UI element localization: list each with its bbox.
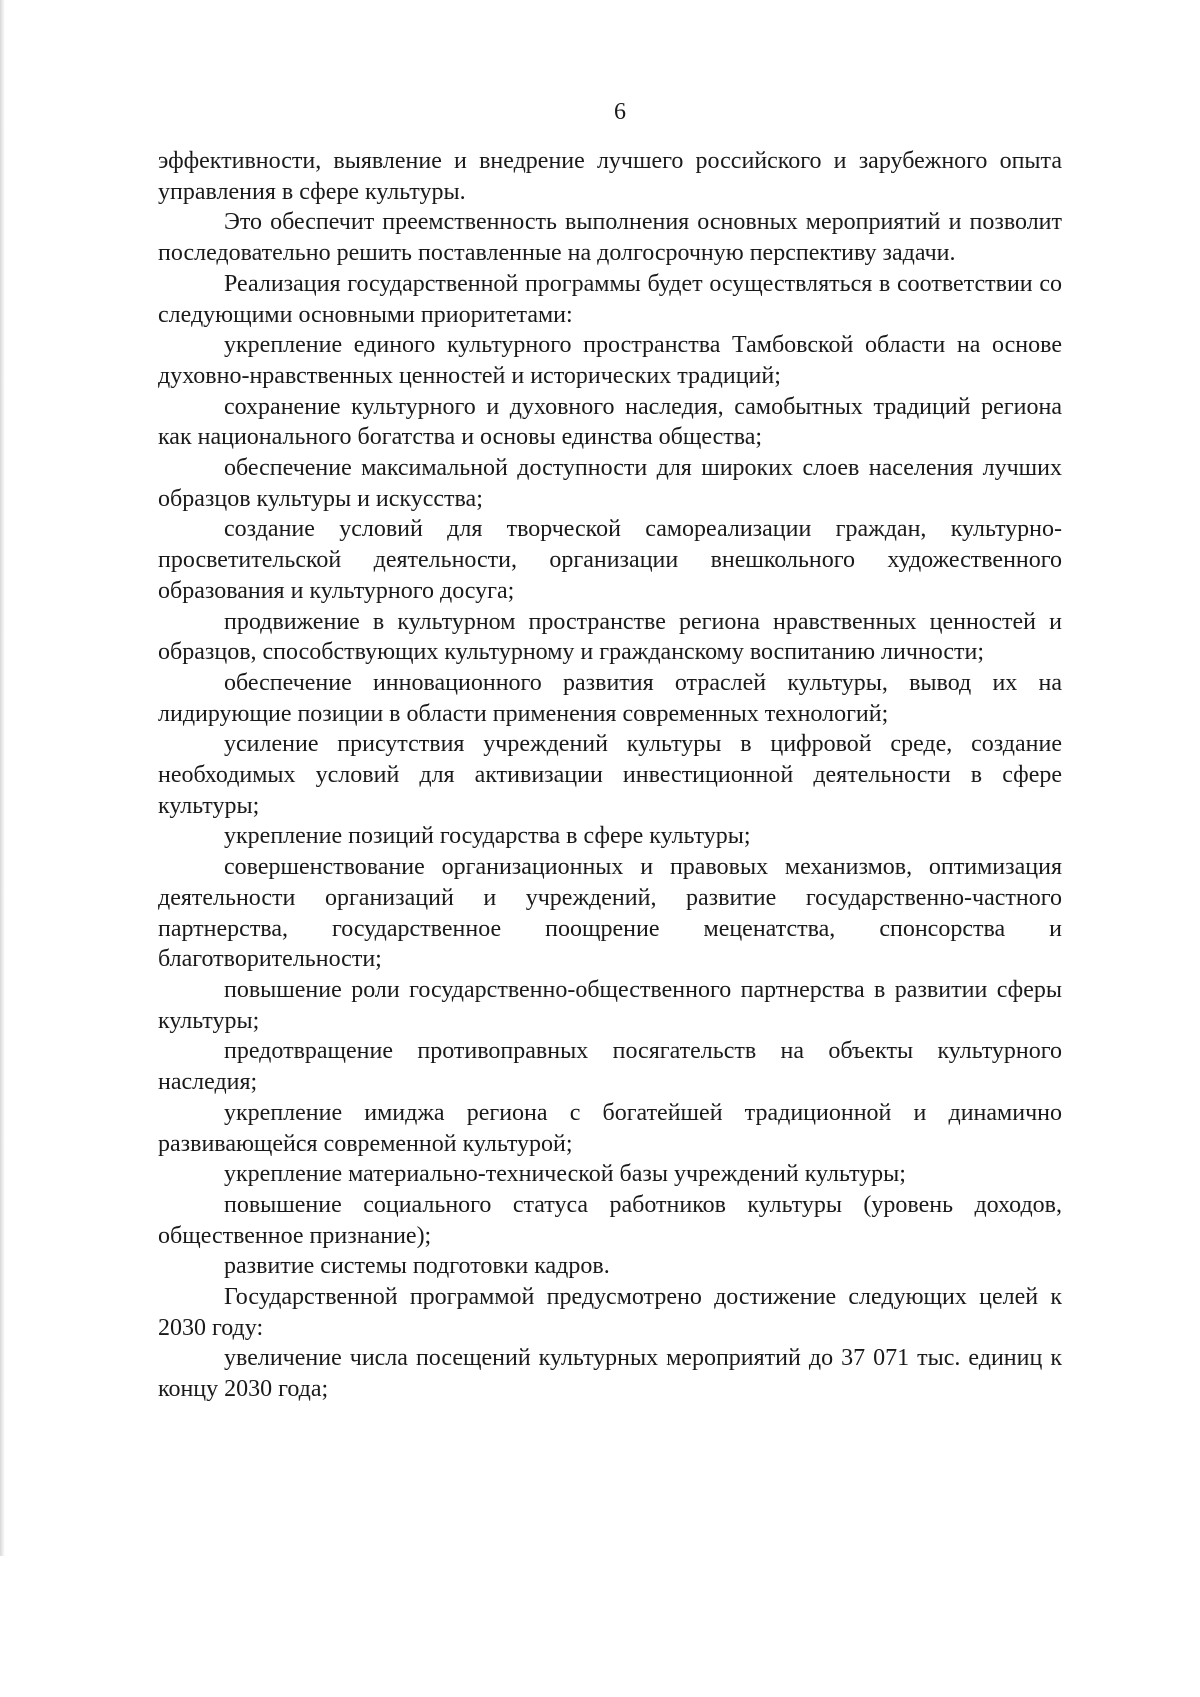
page-number: 6 bbox=[614, 99, 626, 125]
priority-item: укрепление имиджа региона с богатейшей традиционной и динамично развивающейся современной культурой; bbox=[158, 1099, 1062, 1157]
scan-edge-shadow bbox=[0, 0, 5, 1556]
priority-item: продвижение в культурном пространстве региона нравственных ценностей и образцов, способствующих культурному и гражданскому воспитанию личности; bbox=[158, 608, 1062, 666]
priority-item: укрепление единого культурного пространства Тамбовской области на основе духовно-нравственных ценностей и исторических традиций; bbox=[158, 332, 1062, 389]
priority-item: развитие системы подготовки кадров. bbox=[224, 1253, 610, 1280]
priority-item: повышение роли государственно-общественного партнерства в развитии сферы культуры; bbox=[158, 976, 1062, 1034]
priority-item: обеспечение максимальной доступности для широких слоев населения лучших образцов культуры и искусства; bbox=[158, 455, 1062, 512]
priority-item: укрепление позиций государства в сфере культуры; bbox=[224, 823, 751, 850]
paragraph: Это обеспечит преемственность выполнения основных мероприятий и позволит последовательно решить поставленные на долгосрочную перспективу задачи. bbox=[158, 209, 1062, 267]
paragraph-goals-intro: Государственной программой предусмотрено достижение следующих целей к 2030 году: bbox=[158, 1284, 1062, 1341]
paragraph-priorities-intro: Реализация государственной программы будет осуществляться в соответствии со следующими основными приоритетами: bbox=[158, 270, 1062, 328]
priority-item: усиление присутствия учреждений культуры в цифровой среде, создание необходимых условий для активизации инвестиционной деятельности в сфере культуры; bbox=[158, 731, 1062, 819]
goal-item: увеличение числа посещений культурных мероприятий до 37 071 тыс. единиц к концу 2030 года; bbox=[158, 1345, 1062, 1403]
priority-item: совершенствование организационных и правовых механизмов, оптимизация деятельности организаций и учреждений, развитие государственно-частного партнерства, государственное поощрение меценатства, спонсорства и благотворительности; bbox=[158, 854, 1062, 973]
priority-item: сохранение культурного и духовного наследия, самобытных традиций региона как национального богатства и основы единства общества; bbox=[158, 393, 1062, 451]
document-body bbox=[158, 146, 1062, 1405]
paragraph-continuation: эффективности, выявление и внедрение лучшего российского и зарубежного опыта управления в сфере культуры. bbox=[158, 148, 1062, 205]
priority-item: укрепление материально-технической базы учреждений культуры; bbox=[224, 1161, 906, 1188]
priority-item: обеспечение инновационного развития отраслей культуры, вывод их на лидирующие позиции в области применения современных технологий; bbox=[158, 669, 1062, 727]
priority-item: повышение социального статуса работников культуры (уровень доходов, общественное признание); bbox=[158, 1191, 1062, 1249]
priority-item: предотвращение противоправных посягательств на объекты культурного наследия; bbox=[158, 1038, 1062, 1096]
priority-item: создание условий для творческой самореализации граждан, культурно-просветительской деятельности, организации внешкольного художественного образования и культурного досуга; bbox=[158, 516, 1062, 604]
